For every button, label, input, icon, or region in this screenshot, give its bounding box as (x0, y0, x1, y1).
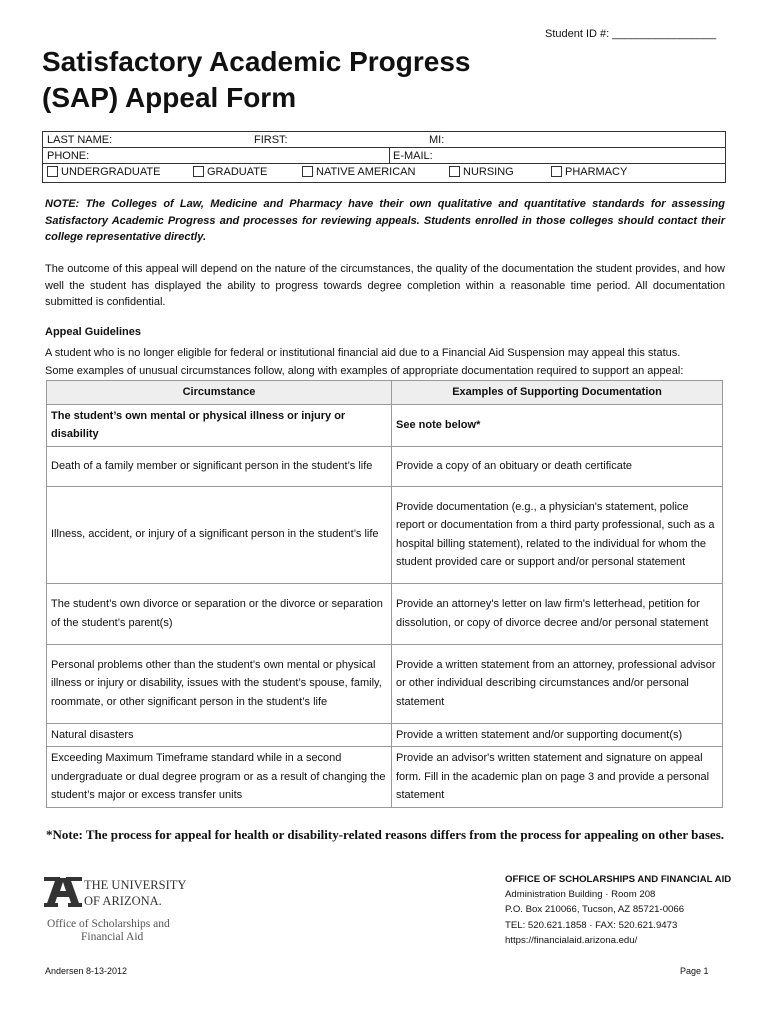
undergraduate-label: UNDERGRADUATE (61, 166, 161, 178)
logo-line-3: Office of Scholarships and (47, 918, 170, 930)
office-building: Administration Building · Room 208 (505, 889, 656, 901)
circumstances-table (46, 380, 723, 808)
health-appeal-note: *Note: The process for appeal for health or disability-related reasons differs from the process for appealing on other bases. (45, 827, 725, 842)
guidelines-line-2: Some examples of unusual circumstances follow, along with examples of appropriate documentation required to support an appeal: (45, 365, 684, 377)
undergraduate-checkbox[interactable] (47, 166, 58, 177)
program-row (43, 164, 725, 180)
guidelines-heading: Appeal Guidelines (45, 326, 141, 338)
office-url[interactable]: https://financialaid.arizona.edu/ (505, 934, 638, 946)
documentation-cell: Provide documentation (e.g., a physician's statement, police report or documentation from a third party professional, such as a hospital billing statement), related to the individual for whom the student provided care or support and/or personal statement (392, 486, 723, 583)
first-name-field[interactable]: FIRST: (254, 134, 288, 146)
graduate-checkbox[interactable] (193, 166, 204, 177)
documentation-cell: Provide a written statement and/or supporting document(s) (392, 723, 723, 747)
guidelines-line-1: A student who is no longer eligible for federal or institutional financial aid due to a Financial Aid Suspension may appeal this status. (45, 347, 681, 359)
logo-line-4: Financial Aid (81, 931, 144, 942)
table-row (47, 644, 723, 723)
page-number: Page 1 (680, 966, 709, 976)
office-pobox: P.O. Box 210066, Tucson, AZ 85721-0066 (505, 904, 685, 916)
colleges-note: NOTE: The Colleges of Law, Medicine and Pharmacy have their own qualitative and quantitative standards for assessing Satisfactory Academic Progress and processes for reviewing appeals. Students enrolled in those colleges should contact their college representative directly. (45, 198, 725, 243)
circumstance-cell: Natural disasters (47, 723, 392, 747)
phone-field[interactable]: PHONE: (47, 150, 90, 162)
table-row (47, 486, 723, 583)
nursing-checkbox[interactable] (449, 166, 460, 177)
native-american-label: NATIVE AMERICAN (316, 166, 416, 178)
documentation-header: Examples of Supporting Documentation (392, 381, 723, 405)
circumstance-cell: Exceeding Maximum Timeframe standard while in a second undergraduate or dual degree program or as a result of changing the student’s major or excess transfer units (47, 747, 392, 808)
arizona-a-icon (44, 872, 194, 942)
table-row (47, 583, 723, 644)
title-line-1: Satisfactory Academic Progress (42, 46, 471, 77)
circumstance-cell: Illness, accident, or injury of a significant person in the student’s life (47, 486, 392, 583)
logo-line-1: THE UNIVERSITY (84, 878, 187, 892)
office-name: OFFICE OF SCHOLARSHIPS AND FINANCIAL AID (505, 874, 732, 885)
contact-row (43, 148, 725, 164)
circumstance-cell: The student’s own divorce or separation or the divorce or separation of the student’s parent(s) (47, 583, 392, 644)
circumstance-cell: Death of a family member or significant person in the student’s life (47, 446, 392, 486)
student-info-box (42, 131, 726, 183)
documentation-cell: Provide a copy of an obituary or death certificate (392, 446, 723, 486)
table-header-row (47, 381, 723, 405)
name-row (43, 132, 725, 148)
table-row (47, 747, 723, 808)
divider (389, 148, 390, 163)
native-american-checkbox[interactable] (302, 166, 313, 177)
nursing-label: NURSING (463, 166, 514, 178)
table-row (47, 404, 723, 446)
last-name-field[interactable]: LAST NAME: (47, 134, 113, 146)
logo-line-2: OF ARIZONA. (84, 894, 162, 908)
title-line-2: (SAP) Appeal Form (42, 82, 297, 113)
documentation-cell: Provide an attorney's letter on law firm's letterhead, petition for dissolution, or copy of divorce decree and/or personal statement (392, 583, 723, 644)
office-phone: TEL: 520.621.1858 · FAX: 520.621.9473 (505, 919, 678, 931)
mi-field[interactable]: MI: (429, 134, 445, 146)
documentation-cell: Provide a written statement from an attorney, professional advisor or other individual describing circumstances and/or personal statement (392, 644, 723, 723)
footer-author: Andersen 8-13-2012 (45, 966, 128, 976)
outcome-paragraph: The outcome of this appeal will depend on the nature of the circumstances, the quality of the documentation the student provides, and how well the student has displayed the ability to progress towards degree completion within a reasonable time period. All documentation submitted is confidential. (45, 263, 725, 308)
circumstance-cell: The student’s own mental or physical illness or injury or disability (47, 404, 392, 446)
pharmacy-label: PHARMACY (565, 166, 628, 178)
guidelines-text (45, 344, 730, 380)
email-field[interactable]: E-MAIL: (393, 150, 433, 162)
graduate-label: GRADUATE (207, 166, 268, 178)
table-row (47, 723, 723, 747)
documentation-cell: See note below* (392, 404, 723, 446)
student-id-field[interactable]: Student ID #: _________________ (545, 28, 717, 40)
office-contact-block (505, 872, 731, 948)
circumstance-header: Circumstance (47, 381, 392, 405)
page-title (42, 44, 471, 116)
circumstance-cell: Personal problems other than the student’s own mental or physical illness or injury or disability, issues with the student’s spouse, family, roommate, or other significant person in the student’s life (47, 644, 392, 723)
documentation-cell: Provide an advisor's written statement and signature on appeal form. Fill in the academic plan on page 3 and provide a personal statement (392, 747, 723, 808)
university-logo (44, 872, 194, 942)
pharmacy-checkbox[interactable] (551, 166, 562, 177)
table-row (47, 446, 723, 486)
